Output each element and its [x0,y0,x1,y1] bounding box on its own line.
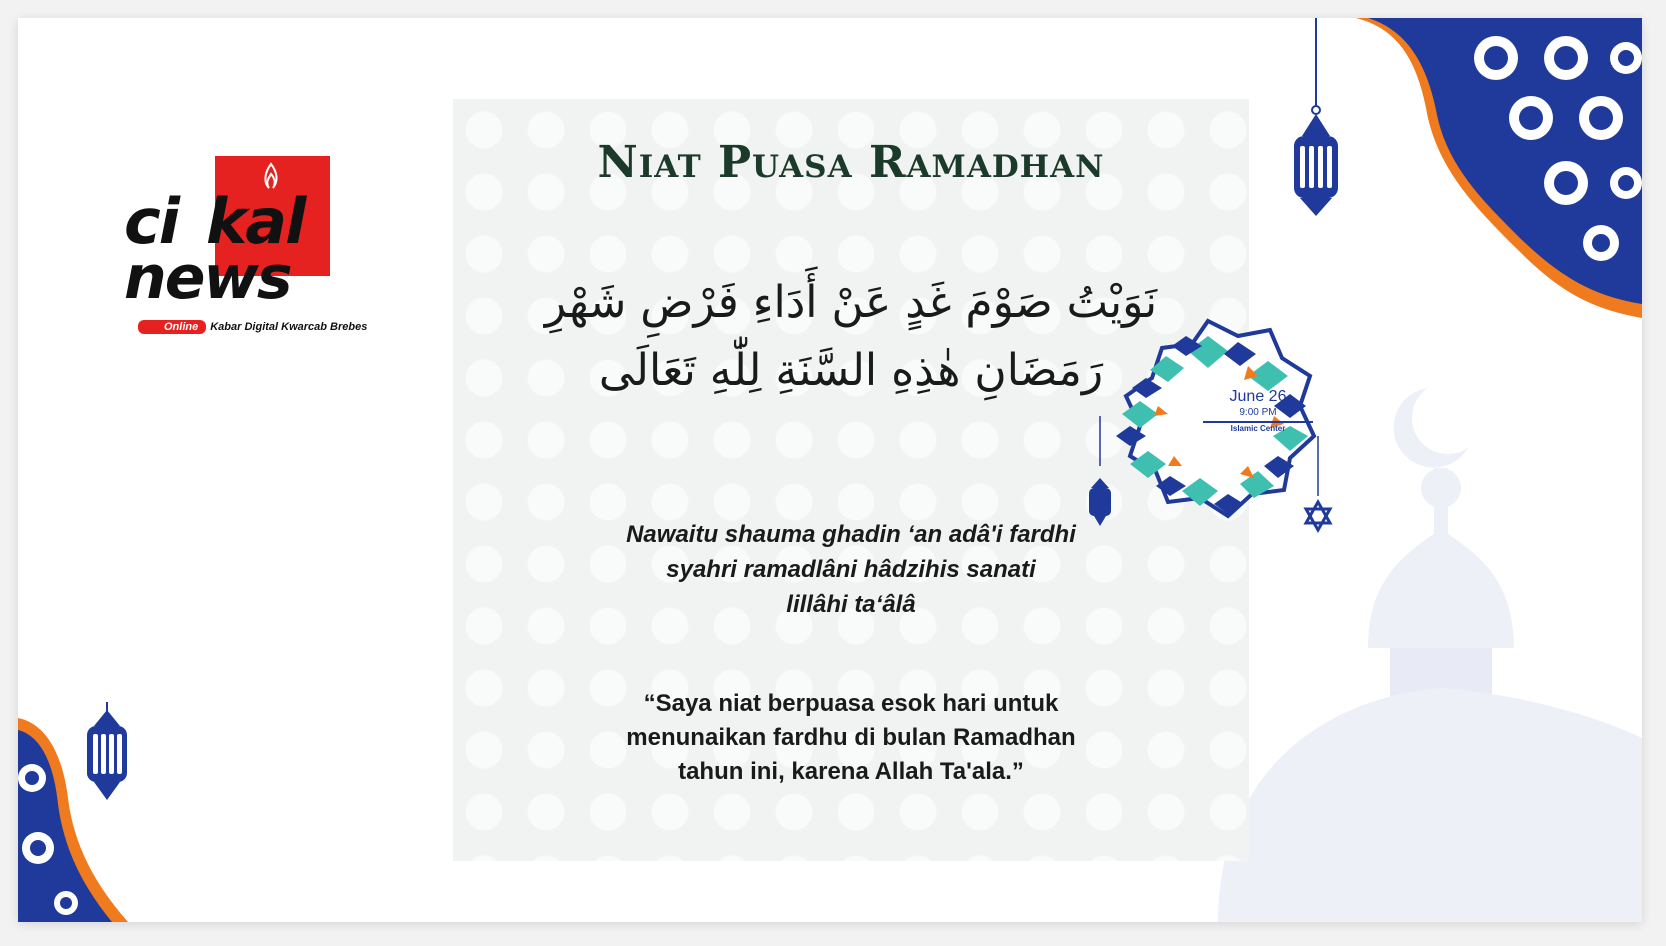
lantern-icon [1286,18,1346,223]
star-rosette-icon [1078,306,1388,566]
lantern-icon [82,702,132,806]
page-title: Niat Puasa Ramadhan [597,137,1105,188]
cikal-news-logo [124,136,368,346]
event-place: Islamic Center [1230,424,1286,433]
logo-word-news: news [124,243,291,313]
logo-word-kal: kal [206,185,305,258]
event-time: 9:00 PM [1203,406,1313,423]
event-badge [1078,306,1388,566]
latin-transliteration: Nawaitu shauma ghadin ‘an adâ'i fardhi syahri ramadlâni hâdzihis sanati lillâhi ta‘âlâ [626,521,1076,618]
logo-tagline: Kabar Digital Kwarcab Brebes [210,321,368,333]
event-details [1203,388,1313,435]
translation-text: “Saya niat berpuasa esok hari untuk menunaikan fardhu di bulan Ramadhan tahun ini, karena Allah Ta'ala.” [626,690,1076,785]
logo-word-ci: ci [124,185,179,258]
corner-ornament-top-right [1356,18,1642,318]
logo-online-badge: Online [138,320,206,334]
poster-card [18,18,1642,922]
arabic-prayer-text: نَوَيْتُ صَوْمَ غَدٍ عَنْ أَدَاءِ فَرْضِ شَهْرِ رَمَضَانِ هٰذِهِ السَّنَةِ لِلّٰهِ تَعَالَى [544,277,1158,396]
logo-tagline-row [138,320,367,334]
event-date: June 26 [1229,388,1287,405]
